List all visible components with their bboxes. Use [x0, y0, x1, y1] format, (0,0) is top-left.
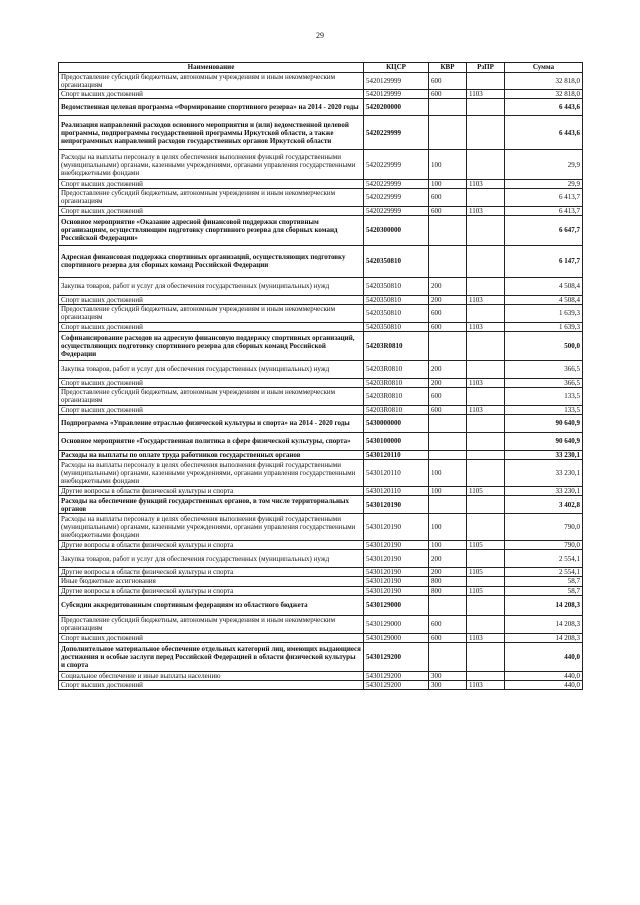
cell-kcsr: 5430120190: [364, 496, 429, 514]
cell-kcsr: 5430120110: [364, 451, 429, 460]
cell-name: Иные бюджетные ассигнования: [59, 577, 364, 586]
cell-name: Субсидии аккредитованным спортивным федерациям из областного бюджета: [59, 595, 364, 615]
cell-name: Дополнительное материальное обеспечение отдельных категорий лиц, имеющих выдающиеся достижения и особые заслуги перед Российской Федерацией в области физической культуры и спорта: [59, 642, 364, 671]
cell-sum: 4 508,4: [505, 295, 583, 304]
cell-rzpr: [467, 331, 505, 360]
cell-rzpr: 1105: [467, 487, 505, 496]
cell-rzpr: [467, 460, 505, 487]
cell-rzpr: [467, 360, 505, 378]
cell-rzpr: [467, 451, 505, 460]
header-kcsr: КЦСР: [364, 63, 429, 73]
cell-kvr: 100: [429, 514, 467, 541]
cell-sum: 6 147,7: [505, 245, 583, 277]
cell-rzpr: 1103: [467, 295, 505, 304]
cell-name: Спорт высших достижений: [59, 405, 364, 414]
cell-name: Закупка товаров, работ и услуг для обеспечения государственных (муниципальных) нужд: [59, 360, 364, 378]
cell-kcsr: 54203R0810: [364, 378, 429, 387]
cell-kvr: 200: [429, 550, 467, 568]
cell-kvr: 800: [429, 577, 467, 586]
cell-name: Расходы на выплаты персоналу в целях обеспечения выполнения функций государственными (муниципальными) органами, казенными учреждениями, органами управления государственными внебюджетными фондами: [59, 150, 364, 180]
cell-sum: 4 508,4: [505, 277, 583, 295]
cell-rzpr: [467, 245, 505, 277]
cell-name: Расходы на выплаты по оплате труда работников государственных органов: [59, 451, 364, 460]
cell-rzpr: [467, 415, 505, 433]
header-name: Наименование: [59, 63, 364, 73]
cell-rzpr: 1103: [467, 378, 505, 387]
cell-rzpr: [467, 387, 505, 405]
table-row: [59, 99, 583, 116]
cell-sum: 3 402,8: [505, 496, 583, 514]
cell-kcsr: 5430120110: [364, 487, 429, 496]
cell-sum: 2 554,1: [505, 568, 583, 577]
cell-sum: 790,0: [505, 541, 583, 550]
cell-rzpr: [467, 550, 505, 568]
cell-sum: 366,5: [505, 360, 583, 378]
cell-kvr: 200: [429, 295, 467, 304]
cell-name: Другие вопросы в области физической культуры и спорта: [59, 568, 364, 577]
cell-name: Другие вопросы в области физической культуры и спорта: [59, 586, 364, 595]
cell-kvr: [429, 245, 467, 277]
table-row: [59, 595, 583, 615]
cell-rzpr: [467, 514, 505, 541]
cell-kcsr: 5420350810: [364, 245, 429, 277]
cell-kvr: 100: [429, 541, 467, 550]
cell-sum: 6 647,7: [505, 215, 583, 245]
cell-name: Предоставление субсидий бюджетным, автономным учреждениям и иным некоммерческим организациям: [59, 304, 364, 322]
cell-kvr: 800: [429, 586, 467, 595]
cell-kvr: 100: [429, 150, 467, 180]
cell-sum: 58,7: [505, 586, 583, 595]
cell-rzpr: [467, 577, 505, 586]
cell-sum: 440,0: [505, 671, 583, 680]
cell-kvr: [429, 215, 467, 245]
cell-name: Предоставление субсидий бюджетным, автономным учреждениям и иным некоммерческим организациям: [59, 615, 364, 633]
table-row: [59, 245, 583, 277]
cell-rzpr: [467, 642, 505, 671]
cell-name: Основное мероприятие «Оказание адресной финансовой поддержки спортивным организациям, осуществляющим подготовку спортивного резерва для сборных команд Российской Федерации»: [59, 215, 364, 245]
cell-kvr: [429, 496, 467, 514]
table-row: [59, 180, 583, 189]
cell-name: Спорт высших достижений: [59, 633, 364, 642]
cell-sum: 133,5: [505, 387, 583, 405]
cell-kcsr: 5420229999: [364, 150, 429, 180]
cell-kcsr: 54203R0810: [364, 360, 429, 378]
cell-rzpr: [467, 189, 505, 206]
cell-name: Социальное обеспечение и иные выплаты населению: [59, 671, 364, 680]
table-row: [59, 550, 583, 568]
table-row: [59, 304, 583, 322]
table-row: [59, 277, 583, 295]
cell-name: Расходы на обеспечение функций государственных органов, в том числе территориальных органов: [59, 496, 364, 514]
cell-kvr: [429, 116, 467, 150]
cell-sum: 790,0: [505, 514, 583, 541]
table-row: [59, 451, 583, 460]
cell-name: Спорт высших достижений: [59, 322, 364, 331]
cell-rzpr: [467, 277, 505, 295]
cell-kvr: 600: [429, 615, 467, 633]
cell-rzpr: [467, 99, 505, 116]
cell-kvr: 600: [429, 73, 467, 90]
cell-kcsr: 5420129999: [364, 90, 429, 99]
table-row: [59, 150, 583, 180]
cell-name: Адресная финансовая поддержка спортивных организаций, осуществляющих подготовку спортивного резерва для сборных команд Российской Федерации: [59, 245, 364, 277]
cell-kvr: 200: [429, 568, 467, 577]
table-row: [59, 73, 583, 90]
table-row: [59, 487, 583, 496]
cell-rzpr: 1105: [467, 568, 505, 577]
header-kvr: КВР: [429, 63, 467, 73]
cell-kcsr: 5430129200: [364, 642, 429, 671]
table-header-row: [59, 63, 583, 73]
table-row: [59, 496, 583, 514]
cell-kcsr: 5420229999: [364, 180, 429, 189]
cell-kvr: 600: [429, 322, 467, 331]
cell-sum: 14 208,3: [505, 633, 583, 642]
cell-rzpr: 1103: [467, 633, 505, 642]
cell-kcsr: 5430120190: [364, 577, 429, 586]
table-row: [59, 360, 583, 378]
cell-kcsr: 5430129000: [364, 615, 429, 633]
table-row: [59, 460, 583, 487]
cell-kvr: 200: [429, 277, 467, 295]
cell-kcsr: 5430120190: [364, 514, 429, 541]
cell-kcsr: 5420300000: [364, 215, 429, 245]
cell-rzpr: 1103: [467, 90, 505, 99]
cell-sum: 6 443,6: [505, 99, 583, 116]
cell-kvr: 100: [429, 460, 467, 487]
cell-name: Спорт высших достижений: [59, 378, 364, 387]
table-row: [59, 433, 583, 451]
cell-kcsr: 5430129200: [364, 671, 429, 680]
cell-name: Реализация направлений расходов основного мероприятия и (или) ведомственной целевой программы, подпрограммы государственной программы Иркутской области, а также непрограммных направлений расходов государственных органов Иркутской области: [59, 116, 364, 150]
cell-kcsr: 5430120190: [364, 541, 429, 550]
cell-name: Предоставление субсидий бюджетным, автономным учреждениям и иным некоммерческим организациям: [59, 189, 364, 206]
cell-kvr: [429, 642, 467, 671]
cell-sum: 33 230,1: [505, 451, 583, 460]
cell-rzpr: [467, 496, 505, 514]
cell-sum: 14 208,3: [505, 595, 583, 615]
cell-sum: 33 230,1: [505, 460, 583, 487]
cell-name: Ведомственная целевая программа «Формирование спортивного резерва» на 2014 - 2020 годы: [59, 99, 364, 116]
page-number: 29: [316, 31, 324, 40]
cell-kcsr: 5430000000: [364, 415, 429, 433]
cell-rzpr: 1103: [467, 680, 505, 689]
cell-name: Предоставление субсидий бюджетным, автономным учреждениям и иным некоммерческим организациям: [59, 387, 364, 405]
table-row: [59, 322, 583, 331]
cell-kcsr: 54203R0810: [364, 331, 429, 360]
cell-kvr: 600: [429, 633, 467, 642]
cell-sum: 133,5: [505, 405, 583, 414]
cell-sum: 1 639,3: [505, 322, 583, 331]
cell-sum: 29,9: [505, 150, 583, 180]
table-row: [59, 90, 583, 99]
cell-sum: 14 208,3: [505, 615, 583, 633]
cell-sum: 440,0: [505, 680, 583, 689]
cell-kvr: 600: [429, 387, 467, 405]
cell-rzpr: [467, 595, 505, 615]
cell-name: Подпрограмма «Управление отраслью физической культуры и спорта» на 2014 - 2020 годы: [59, 415, 364, 433]
cell-name: Закупка товаров, работ и услуг для обеспечения государственных (муниципальных) нужд: [59, 550, 364, 568]
table-row: [59, 514, 583, 541]
cell-kcsr: 5420350810: [364, 304, 429, 322]
cell-kcsr: 5430120190: [364, 586, 429, 595]
cell-rzpr: 1103: [467, 180, 505, 189]
cell-name: Основное мероприятие «Государственная политика в сфере физической культуры, спорта»: [59, 433, 364, 451]
cell-sum: 6 443,6: [505, 116, 583, 150]
cell-kvr: [429, 415, 467, 433]
table-row: [59, 387, 583, 405]
cell-kcsr: 5430120110: [364, 460, 429, 487]
cell-kvr: [429, 331, 467, 360]
cell-sum: 366,5: [505, 378, 583, 387]
table-row: [59, 189, 583, 206]
table-row: [59, 671, 583, 680]
cell-sum: 2 554,1: [505, 550, 583, 568]
cell-kcsr: 5420200000: [364, 99, 429, 116]
table-row: [59, 116, 583, 150]
cell-kvr: 600: [429, 405, 467, 414]
cell-rzpr: [467, 215, 505, 245]
cell-kvr: [429, 99, 467, 116]
table-row: [59, 415, 583, 433]
cell-kvr: 300: [429, 680, 467, 689]
header-sum: Сумма: [505, 63, 583, 73]
cell-kcsr: 5420229999: [364, 189, 429, 206]
cell-name: Другие вопросы в области физической культуры и спорта: [59, 487, 364, 496]
cell-sum: 6 413,7: [505, 206, 583, 215]
cell-kvr: 600: [429, 304, 467, 322]
table-row: [59, 577, 583, 586]
cell-kvr: 100: [429, 180, 467, 189]
table-row: [59, 331, 583, 360]
table-row: [59, 541, 583, 550]
cell-kcsr: 5420350810: [364, 322, 429, 331]
cell-name: Софинансирование расходов на адресную финансовую поддержку спортивных организаций, осуществляющих подготовку спортивного резерва для сборных команд Российской Федерации: [59, 331, 364, 360]
cell-kcsr: 5430129200: [364, 680, 429, 689]
table-row: [59, 378, 583, 387]
cell-kvr: 200: [429, 378, 467, 387]
cell-sum: 90 640,9: [505, 433, 583, 451]
table-row: [59, 568, 583, 577]
table-body: [59, 73, 583, 690]
cell-kcsr: 5430100000: [364, 433, 429, 451]
cell-sum: 440,0: [505, 642, 583, 671]
cell-kcsr: 5430129000: [364, 595, 429, 615]
budget-table: [58, 62, 583, 690]
table-row: [59, 295, 583, 304]
cell-kvr: [429, 595, 467, 615]
table-row: [59, 215, 583, 245]
cell-name: Спорт высших достижений: [59, 180, 364, 189]
cell-kcsr: 54203R0810: [364, 387, 429, 405]
cell-sum: 33 230,1: [505, 487, 583, 496]
cell-kcsr: 5430129000: [364, 633, 429, 642]
table-row: [59, 206, 583, 215]
table-row: [59, 642, 583, 671]
cell-kvr: [429, 433, 467, 451]
cell-kvr: 600: [429, 189, 467, 206]
cell-sum: 29,9: [505, 180, 583, 189]
cell-rzpr: [467, 150, 505, 180]
cell-kcsr: 5420229999: [364, 116, 429, 150]
cell-sum: 90 640,9: [505, 415, 583, 433]
cell-sum: 6 413,7: [505, 189, 583, 206]
cell-rzpr: [467, 304, 505, 322]
cell-kvr: 600: [429, 206, 467, 215]
cell-sum: 1 639,3: [505, 304, 583, 322]
cell-name: Другие вопросы в области физической культуры и спорта: [59, 541, 364, 550]
cell-kvr: 100: [429, 487, 467, 496]
cell-sum: 32 818,0: [505, 90, 583, 99]
cell-rzpr: [467, 433, 505, 451]
cell-rzpr: [467, 615, 505, 633]
cell-rzpr: [467, 116, 505, 150]
table-row: [59, 680, 583, 689]
cell-rzpr: [467, 671, 505, 680]
cell-kcsr: 5420350810: [364, 295, 429, 304]
cell-rzpr: 1105: [467, 586, 505, 595]
cell-rzpr: 1103: [467, 206, 505, 215]
cell-kvr: 300: [429, 671, 467, 680]
cell-kvr: [429, 451, 467, 460]
cell-name: Спорт высших достижений: [59, 90, 364, 99]
cell-kcsr: 5420229999: [364, 206, 429, 215]
cell-name: Расходы на выплаты персоналу в целях обеспечения выполнения функций государственными (муниципальными) органами, казенными учреждениями, органами управления государственными внебюджетными фондами: [59, 460, 364, 487]
cell-name: Спорт высших достижений: [59, 680, 364, 689]
cell-kvr: 200: [429, 360, 467, 378]
cell-sum: 58,7: [505, 577, 583, 586]
cell-kcsr: 5430120190: [364, 550, 429, 568]
cell-kcsr: 5420350810: [364, 277, 429, 295]
table-row: [59, 405, 583, 414]
table-row: [59, 586, 583, 595]
cell-kvr: 600: [429, 90, 467, 99]
cell-sum: 32 818,0: [505, 73, 583, 90]
cell-rzpr: 1103: [467, 405, 505, 414]
cell-name: Расходы на выплаты персоналу в целях обеспечения выполнения функций государственными (муниципальными) органами, казенными учреждениями, органами управления государственными внебюджетными фондами: [59, 514, 364, 541]
cell-name: Спорт высших достижений: [59, 206, 364, 215]
cell-kcsr: 54203R0810: [364, 405, 429, 414]
cell-kcsr: 5430120190: [364, 568, 429, 577]
table-row: [59, 615, 583, 633]
cell-name: Предоставление субсидий бюджетным, автономным учреждениям и иным некоммерческим организациям: [59, 73, 364, 90]
cell-name: Спорт высших достижений: [59, 295, 364, 304]
cell-rzpr: 1103: [467, 322, 505, 331]
cell-sum: 500,0: [505, 331, 583, 360]
cell-name: Закупка товаров, работ и услуг для обеспечения государственных (муниципальных) нужд: [59, 277, 364, 295]
table-row: [59, 633, 583, 642]
cell-rzpr: 1105: [467, 541, 505, 550]
cell-rzpr: [467, 73, 505, 90]
cell-kcsr: 5420129999: [364, 73, 429, 90]
header-rzpr: РзПР: [467, 63, 505, 73]
